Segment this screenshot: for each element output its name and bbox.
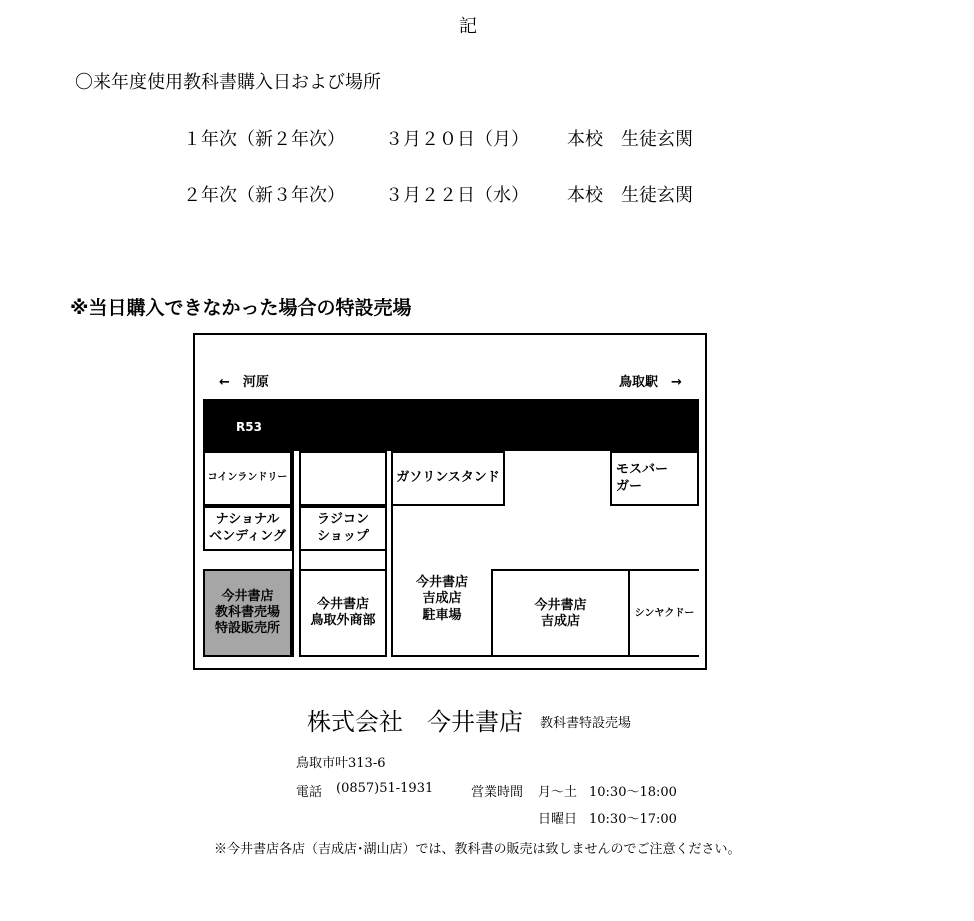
radio-control-shop (299, 506, 387, 551)
shinyakudo-label: シンヤクドー (634, 607, 695, 619)
hours-label: 営業時間 (471, 785, 524, 800)
special-sale-heading: ※当日購入できなかった場合の特設売場 (70, 297, 412, 319)
road-label: R53 (236, 420, 262, 434)
phone-label: 電話 (296, 785, 323, 800)
schedule-row (0, 181, 974, 205)
parking-label: 駐車場 (422, 607, 462, 623)
yoshinari-store-label: 吉成店 (540, 614, 580, 629)
schedule-grade: ２年次（新３年次） (183, 185, 345, 206)
sunday-days: 日曜日 (538, 812, 578, 827)
sunday-hours: 10:30～17:00 (589, 812, 677, 827)
company-address: 鳥取市叶313-6 (296, 756, 386, 771)
gas-station (391, 451, 505, 506)
empty-lot (299, 451, 387, 506)
radio-shop-label: ラジコン (316, 512, 369, 528)
parking-label: 今井書店 (415, 575, 468, 590)
coin-laundry (203, 451, 292, 506)
special-sale-place (203, 569, 292, 657)
schedule-row (0, 125, 974, 149)
mos-burger-label: モスバー (616, 462, 669, 478)
road-r53 (203, 399, 699, 451)
mos-burger (610, 451, 699, 506)
side-street-line (385, 451, 387, 657)
gas-station-label: ガソリンスタンド (396, 470, 500, 486)
schedule-place: 本校 生徒玄関 (567, 185, 693, 206)
national-vending (203, 506, 292, 551)
bottom-street-line (391, 655, 699, 657)
tottori-sales-label: 今井書店 (316, 596, 369, 612)
schedule-date: ３月２０日（月） (385, 129, 529, 150)
radio-shop-label: ショップ (317, 528, 369, 544)
document-title: 記 (459, 16, 477, 37)
store-note: ※今井書店各店（吉成店･湖山店）では、教科書の販売は致しませんのでご注意ください。 (214, 842, 741, 857)
special-sale-label: 今井書店 (221, 588, 274, 604)
schedule-place: 本校 生徒玄関 (567, 129, 693, 150)
special-sale-label: 特設販売所 (214, 621, 280, 637)
direction-tottori-station: 鳥取駅 → (619, 375, 682, 390)
shinyakudo (628, 569, 699, 657)
coin-laundry-label: コインランドリー (207, 472, 288, 484)
tottori-sales-dept (299, 569, 387, 657)
parking-label: 吉成店 (422, 591, 462, 607)
mos-burger-label: ガー (616, 478, 643, 494)
weekday-hours: 10:30～18:00 (589, 785, 677, 800)
phone-number: (0857)51-1931 (336, 781, 434, 796)
weekday-days: 月～土 (538, 785, 578, 800)
side-street-line (292, 451, 294, 657)
national-vending-label: ベンディング (209, 528, 286, 544)
schedule-grade: １年次（新２年次） (183, 129, 345, 150)
national-vending-label: ナショナル (215, 512, 280, 528)
purchase-heading: 〇来年度使用教科書購入日および場所 (75, 72, 381, 93)
direction-kawahara: ← 河原 (219, 375, 269, 390)
company-name: 株式会社 今井書店 (307, 708, 523, 736)
schedule-date: ３月２２日（水） (385, 185, 529, 206)
yoshinari-store-label: 今井書店 (534, 597, 587, 613)
yoshinari-parking (391, 575, 493, 635)
tottori-sales-label: 鳥取外商部 (310, 613, 376, 628)
yoshinari-store (491, 569, 630, 657)
special-sale-label: 教科書売場 (214, 604, 280, 620)
company-subtitle: 教科書特設売場 (540, 716, 632, 731)
